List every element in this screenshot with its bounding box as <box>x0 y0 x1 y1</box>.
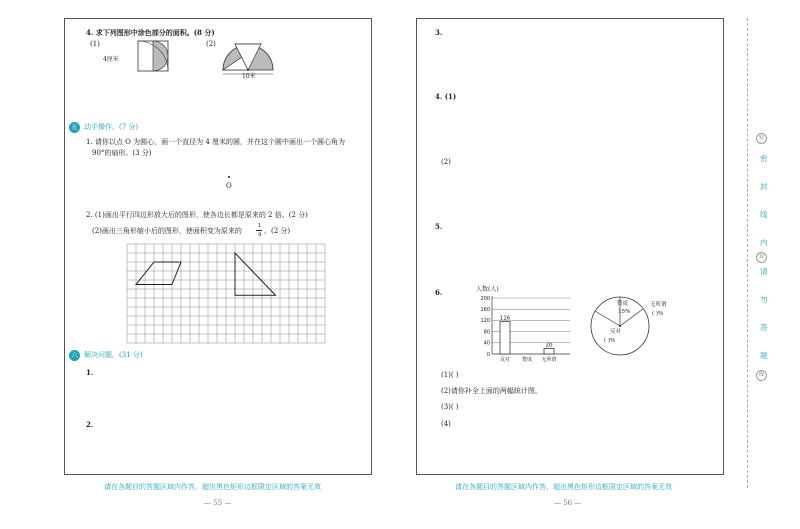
fraction-denominator: 4 <box>258 232 262 238</box>
q5-2-line1: 2. (1)画出平行四边形放大后的图形，使各边长都是原来的 2 倍。(2 分) <box>86 211 308 219</box>
y-tick-label: 40 <box>483 340 490 347</box>
rq3-number: 3. <box>435 28 443 37</box>
rq4-2: (2) <box>441 158 451 166</box>
fraction-numerator: 1 <box>258 223 262 229</box>
left-footer-note: 请在各题目的答题区域内作答，超出黑色矩形边框限定区域的答案无效 <box>104 483 321 491</box>
q4-sub2: (2) <box>206 40 216 48</box>
pie-label-wusuowei: 无所谓 <box>650 302 667 308</box>
category-label: 无所谓 <box>541 357 557 363</box>
pie-label-fandui: 反对 <box>610 329 622 335</box>
q5-2-line2: (2)画出三角形缩小后的图形，使面积变为原来的 <box>92 227 242 235</box>
section6-title: 解决问题。(31 分) <box>84 351 143 359</box>
seal-char-1: 密 <box>760 154 768 163</box>
category-label: 反对 <box>499 357 511 363</box>
bar-value-label: 116 <box>499 315 511 322</box>
seal-char-8: 题 <box>760 351 768 360</box>
q4-title: 4. 求下列图形中涂色部分的面积。(8 分) <box>86 28 215 37</box>
right-page <box>416 18 724 475</box>
q4-label-10m: 10米 <box>242 73 256 80</box>
parallelogram <box>136 262 181 285</box>
q4-label-4cm: 4厘米 <box>103 56 119 63</box>
answer-1: (1)( ) <box>441 371 459 379</box>
right-page-number: — 56 — <box>554 499 582 507</box>
rq4-1: 4. (1) <box>435 92 457 101</box>
seal-char-3: 线 <box>760 210 768 219</box>
q5-1-line1: 1. 请你以点 O 为圆心，画一个直径为 4 厘米的圆，并在这个圆中画出一个圆心角为 <box>86 138 345 146</box>
pie-label-fandui-pct: ( )% <box>604 338 616 344</box>
figure-square-semicircle <box>138 41 170 73</box>
bar-chart <box>478 292 574 364</box>
answer-4: (4) <box>441 420 451 428</box>
seal-circle-1: 密 <box>756 133 767 144</box>
q6-2-number: 2. <box>86 420 94 429</box>
q5-2-line2-end: 。(2 分) <box>264 227 291 235</box>
seal-circle-2: 封 <box>756 252 767 263</box>
right-footer-note: 请在各题目的答题区域内作答，超出黑色矩形边框限定区域的答案无效 <box>455 483 672 491</box>
seal-circle-3: 线 <box>756 370 767 381</box>
q6-1-number: 1. <box>86 368 94 377</box>
rq6-number: 6. <box>435 288 443 297</box>
seal-char-5: 请 <box>760 267 768 276</box>
pie-label-wusuowei-pct: ( )% <box>652 311 664 317</box>
rq5-number: 5. <box>435 222 443 231</box>
seal-char-2: 封 <box>760 182 768 191</box>
y-tick-label: 160 <box>480 307 490 313</box>
seal-char-6: 勿 <box>760 295 768 304</box>
category-label: 赞成 <box>521 357 533 363</box>
pie-label-zancheng: 赞成 <box>617 301 629 307</box>
bar-value-label: 20 <box>545 342 553 349</box>
seal-char-4: 内 <box>760 238 768 247</box>
point-o-dot <box>228 176 230 178</box>
left-page-number: — 55 — <box>204 499 232 507</box>
bar <box>500 322 510 354</box>
answer-2: (2)请你补全上面的两幅统计图。 <box>441 387 542 395</box>
drawing-grid <box>127 244 325 345</box>
seal-line <box>747 18 748 488</box>
q5-1-line2: 90°的扇形。(3 分) <box>92 149 152 157</box>
y-tick-label: 120 <box>480 318 490 325</box>
pie-label-15pct: 15% <box>618 309 631 315</box>
figure-semicircle-triangle <box>222 40 274 76</box>
chart-ylabel: 人数(人) <box>476 286 499 293</box>
point-o-label: O <box>226 182 232 190</box>
section5-badge: 五 <box>69 122 80 133</box>
y-tick-label: 0 <box>486 351 490 358</box>
section5-title: 动手操作。(7 分) <box>84 123 139 131</box>
seal-char-7: 答 <box>760 323 768 332</box>
y-tick-label: 80 <box>483 329 490 336</box>
q4-sub1: (1) <box>90 40 100 48</box>
bar <box>544 348 554 354</box>
section6-badge: 六 <box>69 350 80 361</box>
y-tick-label: 200 <box>480 295 490 302</box>
answer-3: (3)( ) <box>441 403 459 411</box>
